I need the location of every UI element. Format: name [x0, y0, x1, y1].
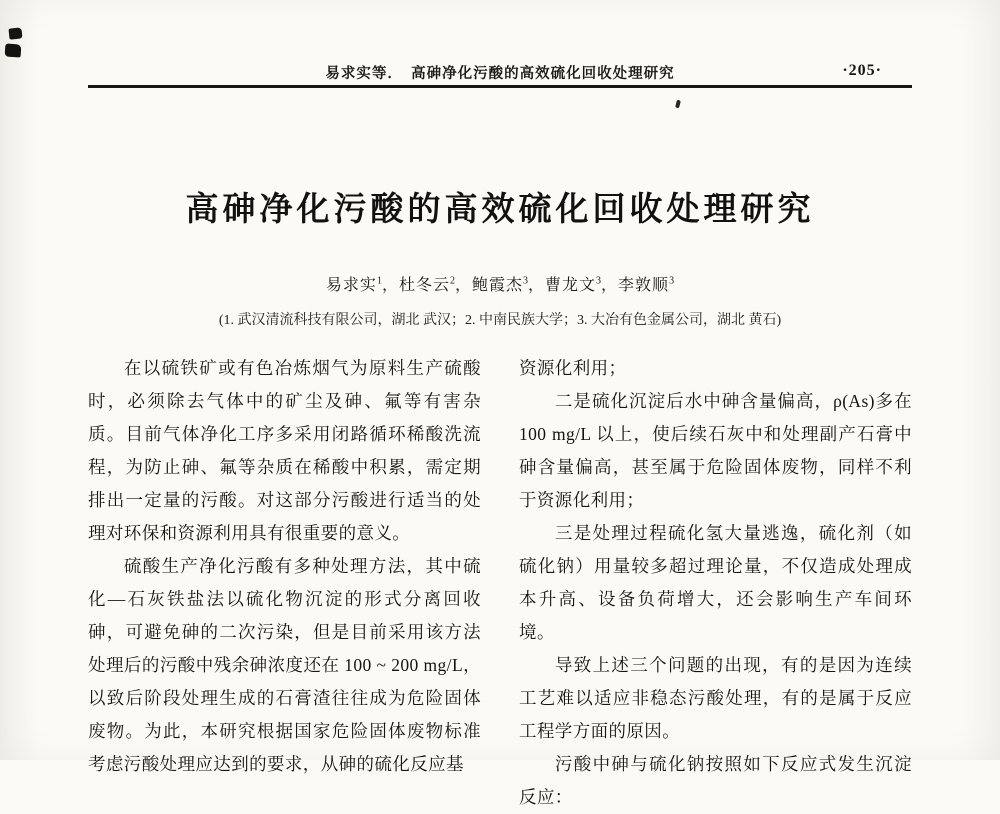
author-separator: ，	[381, 277, 399, 294]
paragraph: 导致上述三个问题的出现，有的是因为连续工艺难以适应非稳态污酸处理，有的是属于反应工程学方面的原因。	[519, 655, 912, 741]
author-affil-sup: 2	[449, 275, 455, 287]
author-name: 曹龙文	[545, 277, 597, 294]
author-name: 李敦顺	[618, 277, 670, 294]
author	[326, 277, 399, 294]
author	[618, 277, 674, 294]
author	[472, 277, 545, 294]
author-affil-sup: 3	[669, 275, 675, 287]
author-name: 鲍霞杰	[471, 277, 523, 294]
affiliation-line: (1. 武汉清流科技有限公司，湖北 武汉；2. 中南民族大学；3. 大冶有色金属公司，湖北 黄石)	[218, 313, 782, 328]
paragraph: 在以硫铁矿或有色冶炼烟气为原料生产硫酸时，必须除去气体中的矿尘及砷、氟等有害杂质。目前气体净化工序多采用闭路循环稀酸洗流程，为防止砷、氟等杂质在稀酸中积累，需定期排出一定量的污酸。对这部分污酸进行适当的处理对环保和资源利用具有很重要的意义。	[88, 358, 481, 543]
running-header	[88, 62, 912, 84]
author-name: 易求实	[325, 277, 377, 294]
paragraph: 资源化利用；	[519, 358, 627, 378]
paragraph: 硫酸生产净化污酸有多种处理方法，其中硫化—石灰铁盐法以硫化物沉淀的形式分离回收砷，可避免砷的二次污染，但是目前采用该方法处理后的污酸中残余砷浓度还在 100 ~ 200 mg/L，以致后阶段处理生成的石膏渣往往成为危险固体废物。为此，本研究根据国家危险固体废物标准考虑污酸处理应达到的要求，从砷的硫化反应基	[88, 556, 481, 774]
running-title: 易求实等． 高砷净化污酸的高效硫化回收处理研究	[325, 66, 675, 82]
page-number: ·205·	[842, 62, 882, 79]
scan-artifact-blot	[8, 27, 22, 39]
author-separator: ，	[528, 277, 546, 294]
paragraph: 三是处理过程硫化氢大量逃逸，硫化剂（如硫化钠）用量较多超过理论量，不仅造成处理成本升高、设备负荷增大，还会影响生产车间环境。	[519, 523, 912, 642]
author-affil-sup: 1	[376, 275, 382, 287]
right-column	[519, 352, 912, 807]
header-rule	[88, 85, 912, 88]
scan-artifact-speck	[675, 100, 681, 109]
author-list	[0, 272, 1000, 295]
author-name: 杜冬云	[398, 277, 450, 294]
author-separator: ，	[601, 277, 619, 294]
author-affil-sup: 3	[596, 275, 602, 287]
author	[545, 277, 618, 294]
scan-artifact-blot	[5, 43, 22, 57]
paragraph: 污酸中砷与硫化钠按照如下反应式发生沉淀反应：	[519, 754, 912, 807]
paragraph: 二是硫化沉淀后水中砷含量偏高，ρ(As)多在 100 mg/L 以上，使后续石灰中和处理副产石膏中砷含量偏高，甚至属于危险固体废物，同样不利于资源化利用；	[519, 391, 912, 510]
article-body	[88, 352, 912, 807]
author-separator: ，	[454, 277, 472, 294]
author	[399, 277, 472, 294]
left-column	[88, 352, 481, 800]
article-title: 高砷净化污酸的高效硫化回收处理研究	[185, 190, 815, 227]
author-affil-sup: 3	[523, 275, 528, 287]
